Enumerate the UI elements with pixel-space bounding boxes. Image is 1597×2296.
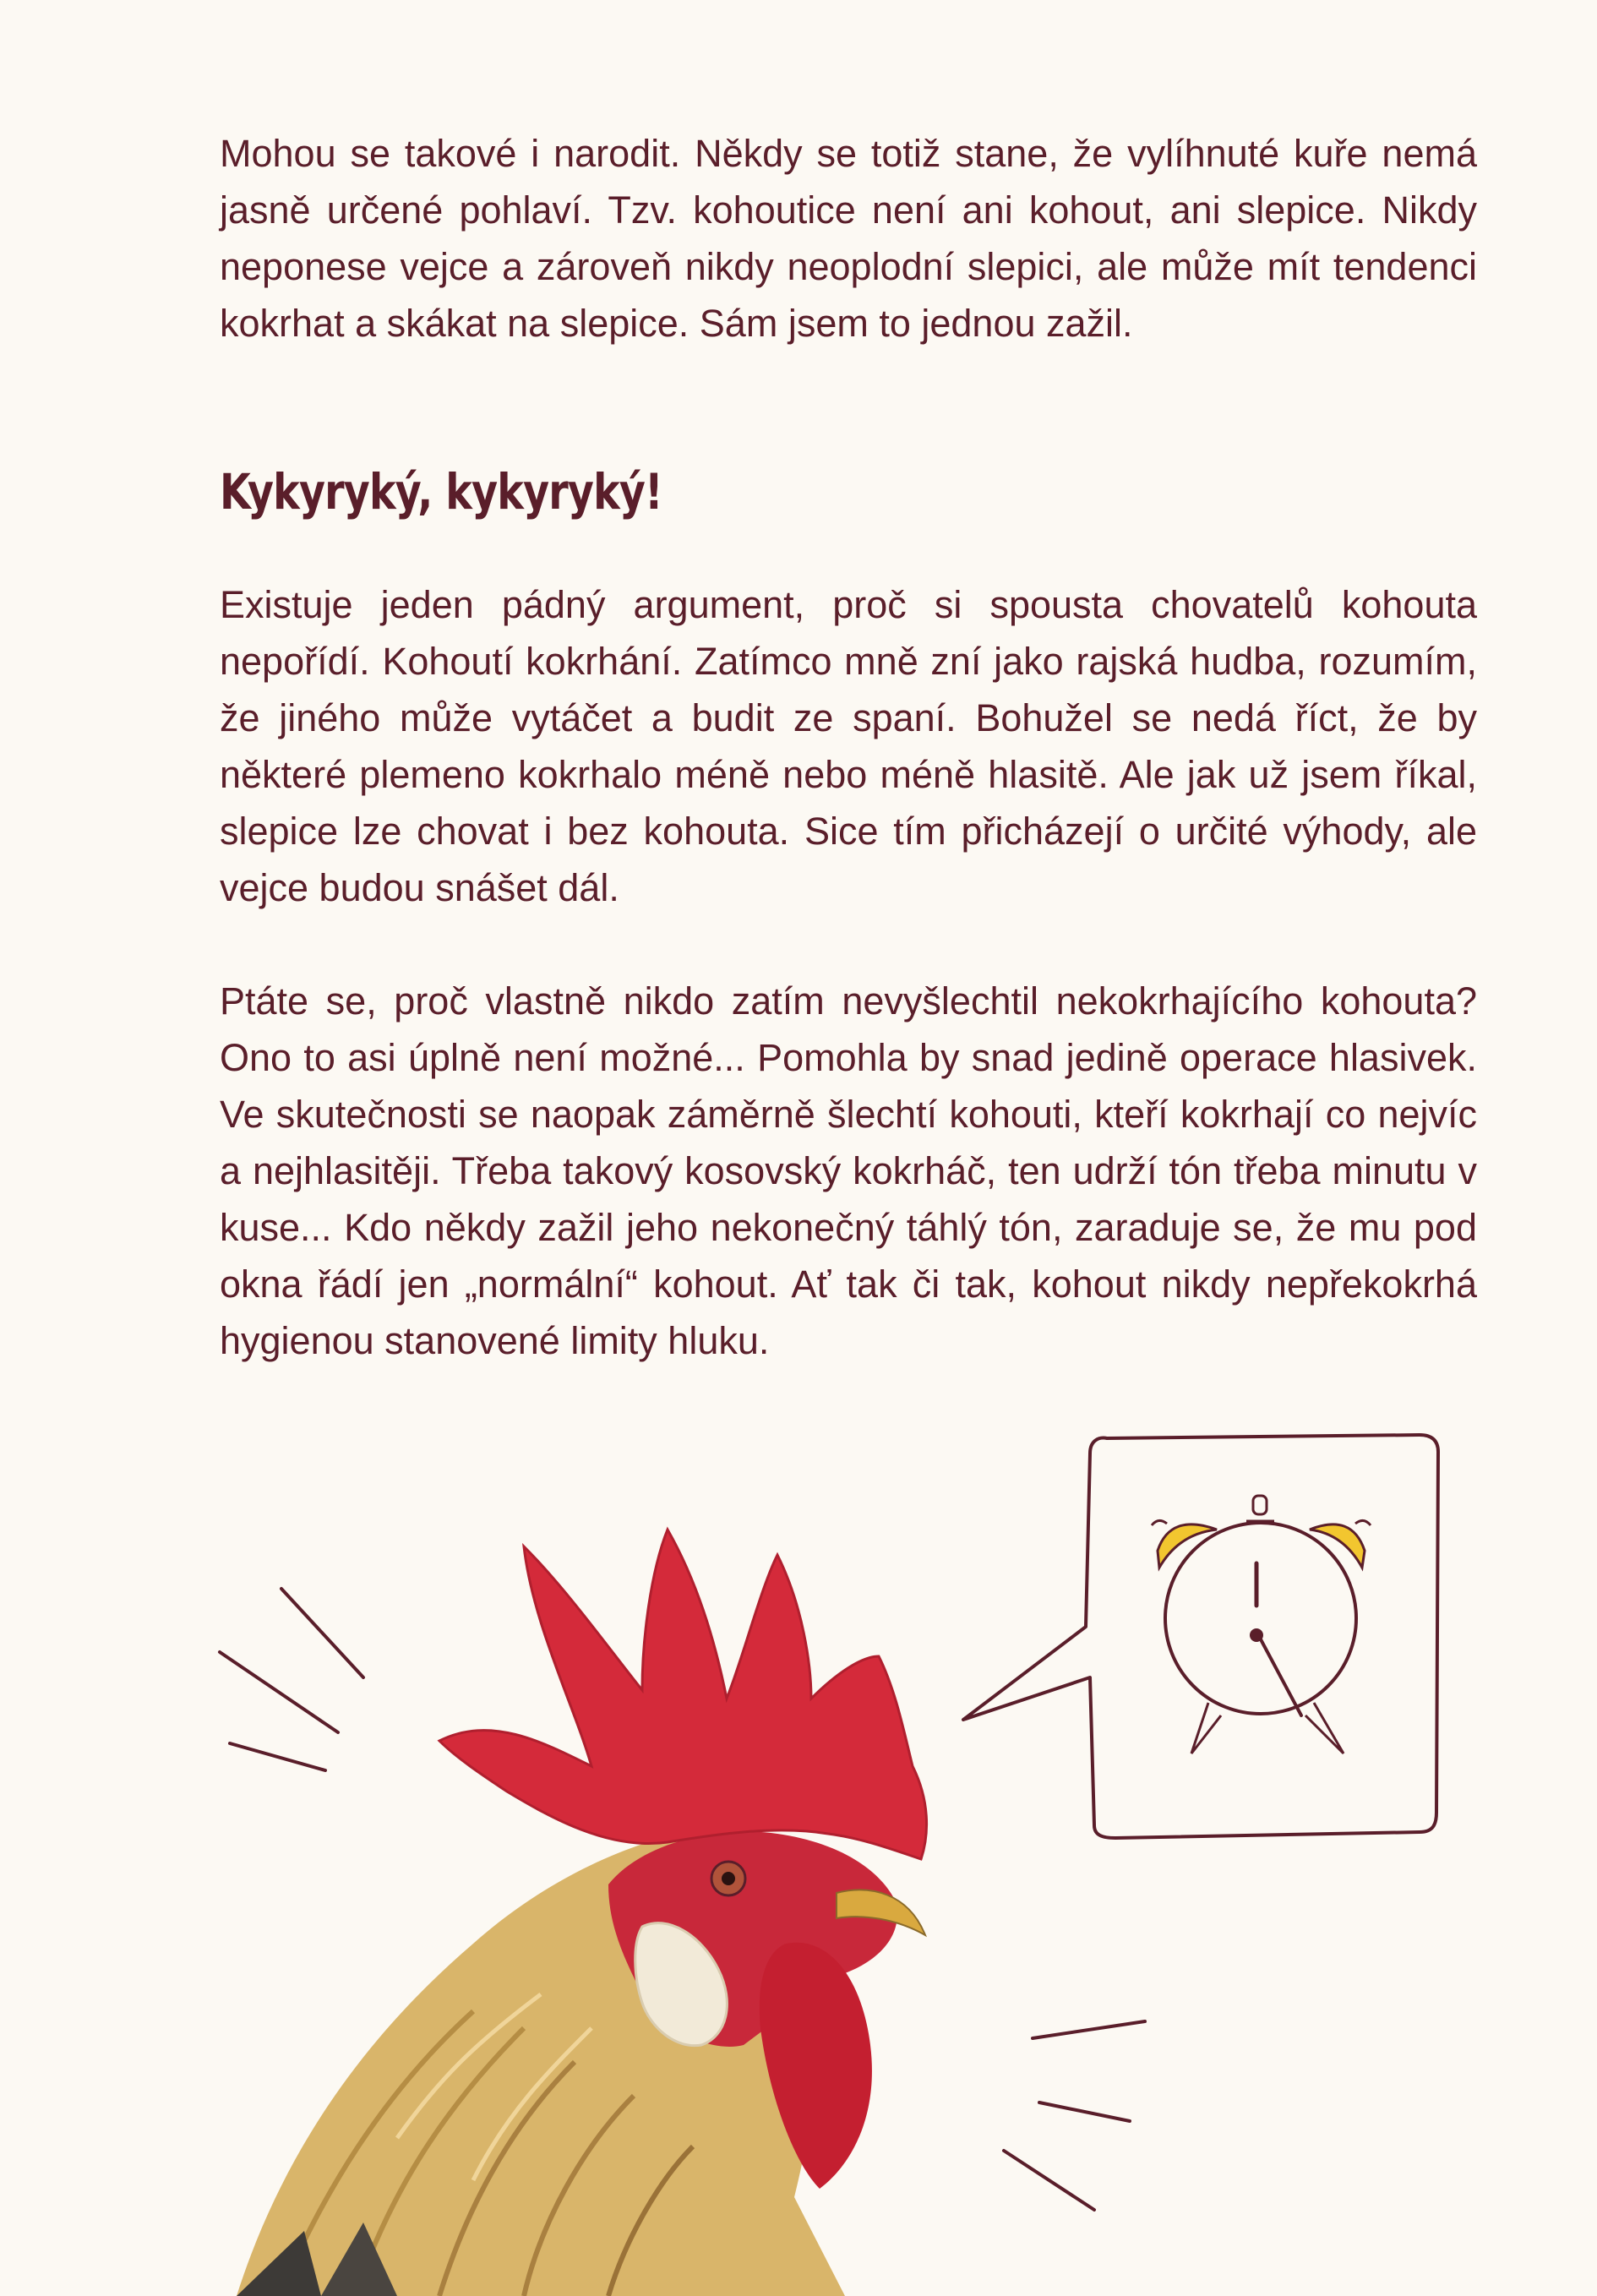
section-heading: Kykyryký, kykyryký! bbox=[220, 463, 662, 521]
paragraph-intro: Mohou se takové i narodit. Někdy se totiž stane, že vylíhnuté kuře nemá jasně určené pohlaví. Tzv. kohoutice není ani kohout, ani slepice. Nikdy neponese vejce a zároveň nikdy neoplodní slepici, ale může mít tendenci kokrhat a skákat na slepice. Sám jsem to jednou zažil. bbox=[220, 132, 1477, 345]
alarm-clock-icon bbox=[1152, 1496, 1371, 1753]
rooster-comb bbox=[439, 1530, 927, 1859]
sound-lines-right bbox=[1004, 2021, 1145, 2210]
paragraph-breeding: Ptáte se, proč vlastně nikdo zatím nevyšlechtil nekokrhajícího kohouta? Ono to asi úplně není možné... Pomohla by snad jedině operace hlasivek. Ve skutečnosti se naopak záměrně šlechtí kohouti, kteří kokrhají co nejvíc a nejhlasitěji. Třeba takový kosovský kokrháč, ten udrží tón třeba minutu v kuse... Kdo někdy zažil jeho nekonečný táhlý tón, zaraduje se, že mu pod okna řádí jen „normální“ kohout. Ať tak či tak, kohout nikdy nepřekokrhá hygienou stanovené limity hluku. bbox=[220, 979, 1477, 1362]
sound-lines-left bbox=[220, 1589, 363, 1770]
rooster-illustration bbox=[0, 1403, 1597, 2296]
paragraph-crowing: Existuje jeden pádný argument, proč si spousta chovatelů kohouta nepořídí. Kohoutí kokrhání. Zatímco mně zní jako rajská hudba, rozumím, že jiného může vytáčet a budit ze spaní. Bohužel se nedá říct, že by některé plemeno kokrhalo méně nebo méně hlasitě. Ale jak už jsem říkal, slepice lze chovat i bez kohouta. Sice tím přicházejí o určité výhody, ale vejce budou snášet dál. bbox=[220, 583, 1477, 909]
speech-bubble bbox=[963, 1435, 1438, 1838]
